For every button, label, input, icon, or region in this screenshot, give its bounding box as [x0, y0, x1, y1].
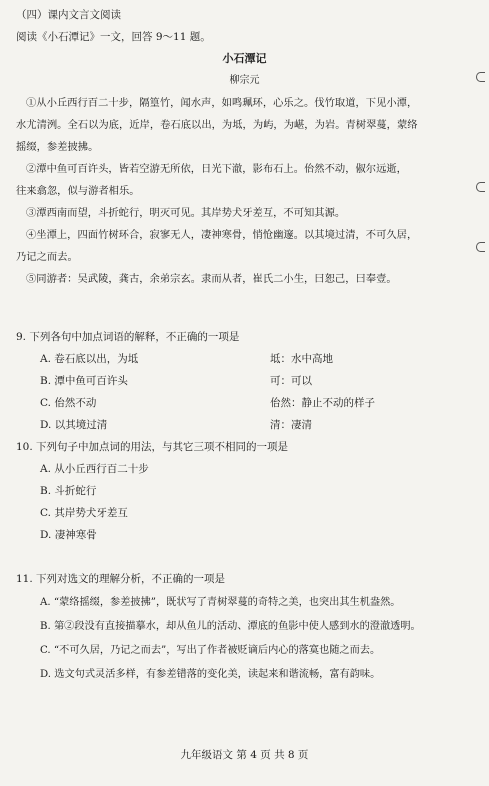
option-text: “不可久居，乃记之而去”，写出了作者被贬谪后内心的落寞也随之而去。	[53, 645, 381, 656]
option-gloss: 清：凄清	[270, 419, 312, 431]
option-text: 斗折蛇行	[54, 485, 97, 497]
q10-option-b	[40, 484, 96, 498]
option-label: D.	[40, 669, 52, 680]
option-text: 第②段没有直接描摹水，却从鱼儿的活动、潭底的鱼影中使人感到水的澄澈透明。	[53, 621, 421, 632]
passage-line: 水尤清洌。全石以为底，近岸，卷石底以出，为坻，为屿，为嵁，为岩。青树翠蔓，蒙络	[16, 119, 418, 131]
binding-hole-mark	[476, 182, 485, 192]
option-label: A.	[40, 353, 51, 365]
q9-option-b	[40, 374, 460, 388]
option-gloss: 坻：水中高地	[270, 353, 333, 365]
option-label: D.	[40, 419, 52, 431]
q10-stem: 10. 下列句子中加点词的用法，与其它三项不相同的一项是	[16, 441, 289, 453]
option-label: A.	[40, 463, 51, 475]
option-label: A.	[40, 597, 51, 608]
passage-line: ⑤同游者：吴武陵，龚古，余弟宗玄。隶而从者，崔氏二小生，曰恕己，曰奉壹。	[26, 273, 397, 285]
option-label: C.	[40, 507, 51, 519]
passage-author: 柳宗元	[229, 75, 260, 86]
option-text: 选文句式灵活多样，有参差错落的变化美，读起来和谐流畅，富有韵味。	[54, 669, 381, 680]
option-text: 以其境过清	[54, 419, 108, 431]
option-text: 潭中鱼可百许头	[54, 375, 128, 387]
q11-stem: 11. 下列对选文的理解分析，不正确的一项是	[16, 573, 226, 585]
q10-option-a	[40, 462, 149, 476]
option-label: C.	[40, 645, 51, 656]
reading-instruction: 阅读《小石潭记》一文，回答 9～11 题。	[16, 31, 211, 43]
option-label: B.	[40, 485, 52, 497]
option-text: 卷石底以出，为坻	[54, 353, 139, 365]
option-label: B.	[40, 375, 52, 387]
q10-option-c	[40, 506, 128, 520]
passage-line: ①从小丘西行百二十步，隔篁竹，闻水声，如鸣珮环，心乐之。伐竹取道，下见小潭，	[26, 97, 418, 109]
binding-hole-mark	[476, 242, 485, 252]
passage-title: 小石潭记	[222, 52, 267, 65]
option-label: D.	[40, 529, 52, 541]
q9-option-c	[40, 396, 460, 410]
passage-line: ④坐潭上，四面竹树环合，寂寥无人，凄神寒骨，悄怆幽邃。以其境过清，不可久居，	[26, 229, 418, 241]
passage-line: 摇缀，参差披拂。	[16, 141, 99, 153]
q9-option-a	[40, 352, 460, 366]
q11-option-d	[40, 668, 380, 682]
passage-line: ③潭西南而望，斗折蛇行，明灭可见。其岸势犬牙差互，不可知其源。	[26, 207, 346, 219]
passage-line: ②潭中鱼可百许头，皆若空游无所依，日光下澈，影布石上。佁然不动，俶尔远逝，	[26, 163, 407, 175]
q11-option-b	[40, 620, 421, 634]
option-text: 凄神寒骨	[54, 529, 97, 541]
option-text: 佁然不动	[54, 397, 97, 409]
binding-hole-mark	[476, 72, 485, 82]
option-text: 从小丘西行百二十步	[54, 463, 149, 475]
option-label: C.	[40, 397, 51, 409]
q11-option-c	[40, 644, 380, 658]
option-gloss: 可：可以	[270, 375, 312, 387]
q9-option-d	[40, 418, 460, 432]
option-gloss: 佁然：静止不动的样子	[270, 397, 375, 409]
section-title: （四）课内文言文阅读	[16, 9, 121, 21]
passage-line: 乃记之而去。	[16, 251, 78, 263]
option-text: “蒙络摇缀，参差披拂”，既状写了青树翠蔓的奇特之美，也突出其生机盎然。	[53, 597, 401, 608]
option-label: B.	[40, 621, 51, 632]
q10-option-d	[40, 528, 97, 542]
page-footer: 九年级语文 第 4 页 共 8 页	[180, 749, 309, 761]
option-text: 其岸势犬牙差互	[54, 507, 128, 519]
q11-option-a	[40, 596, 400, 610]
passage-line: 往来翕忽，似与游者相乐。	[16, 185, 140, 197]
q9-stem: 9. 下列各句中加点词语的解释，不正确的一项是	[16, 331, 240, 343]
